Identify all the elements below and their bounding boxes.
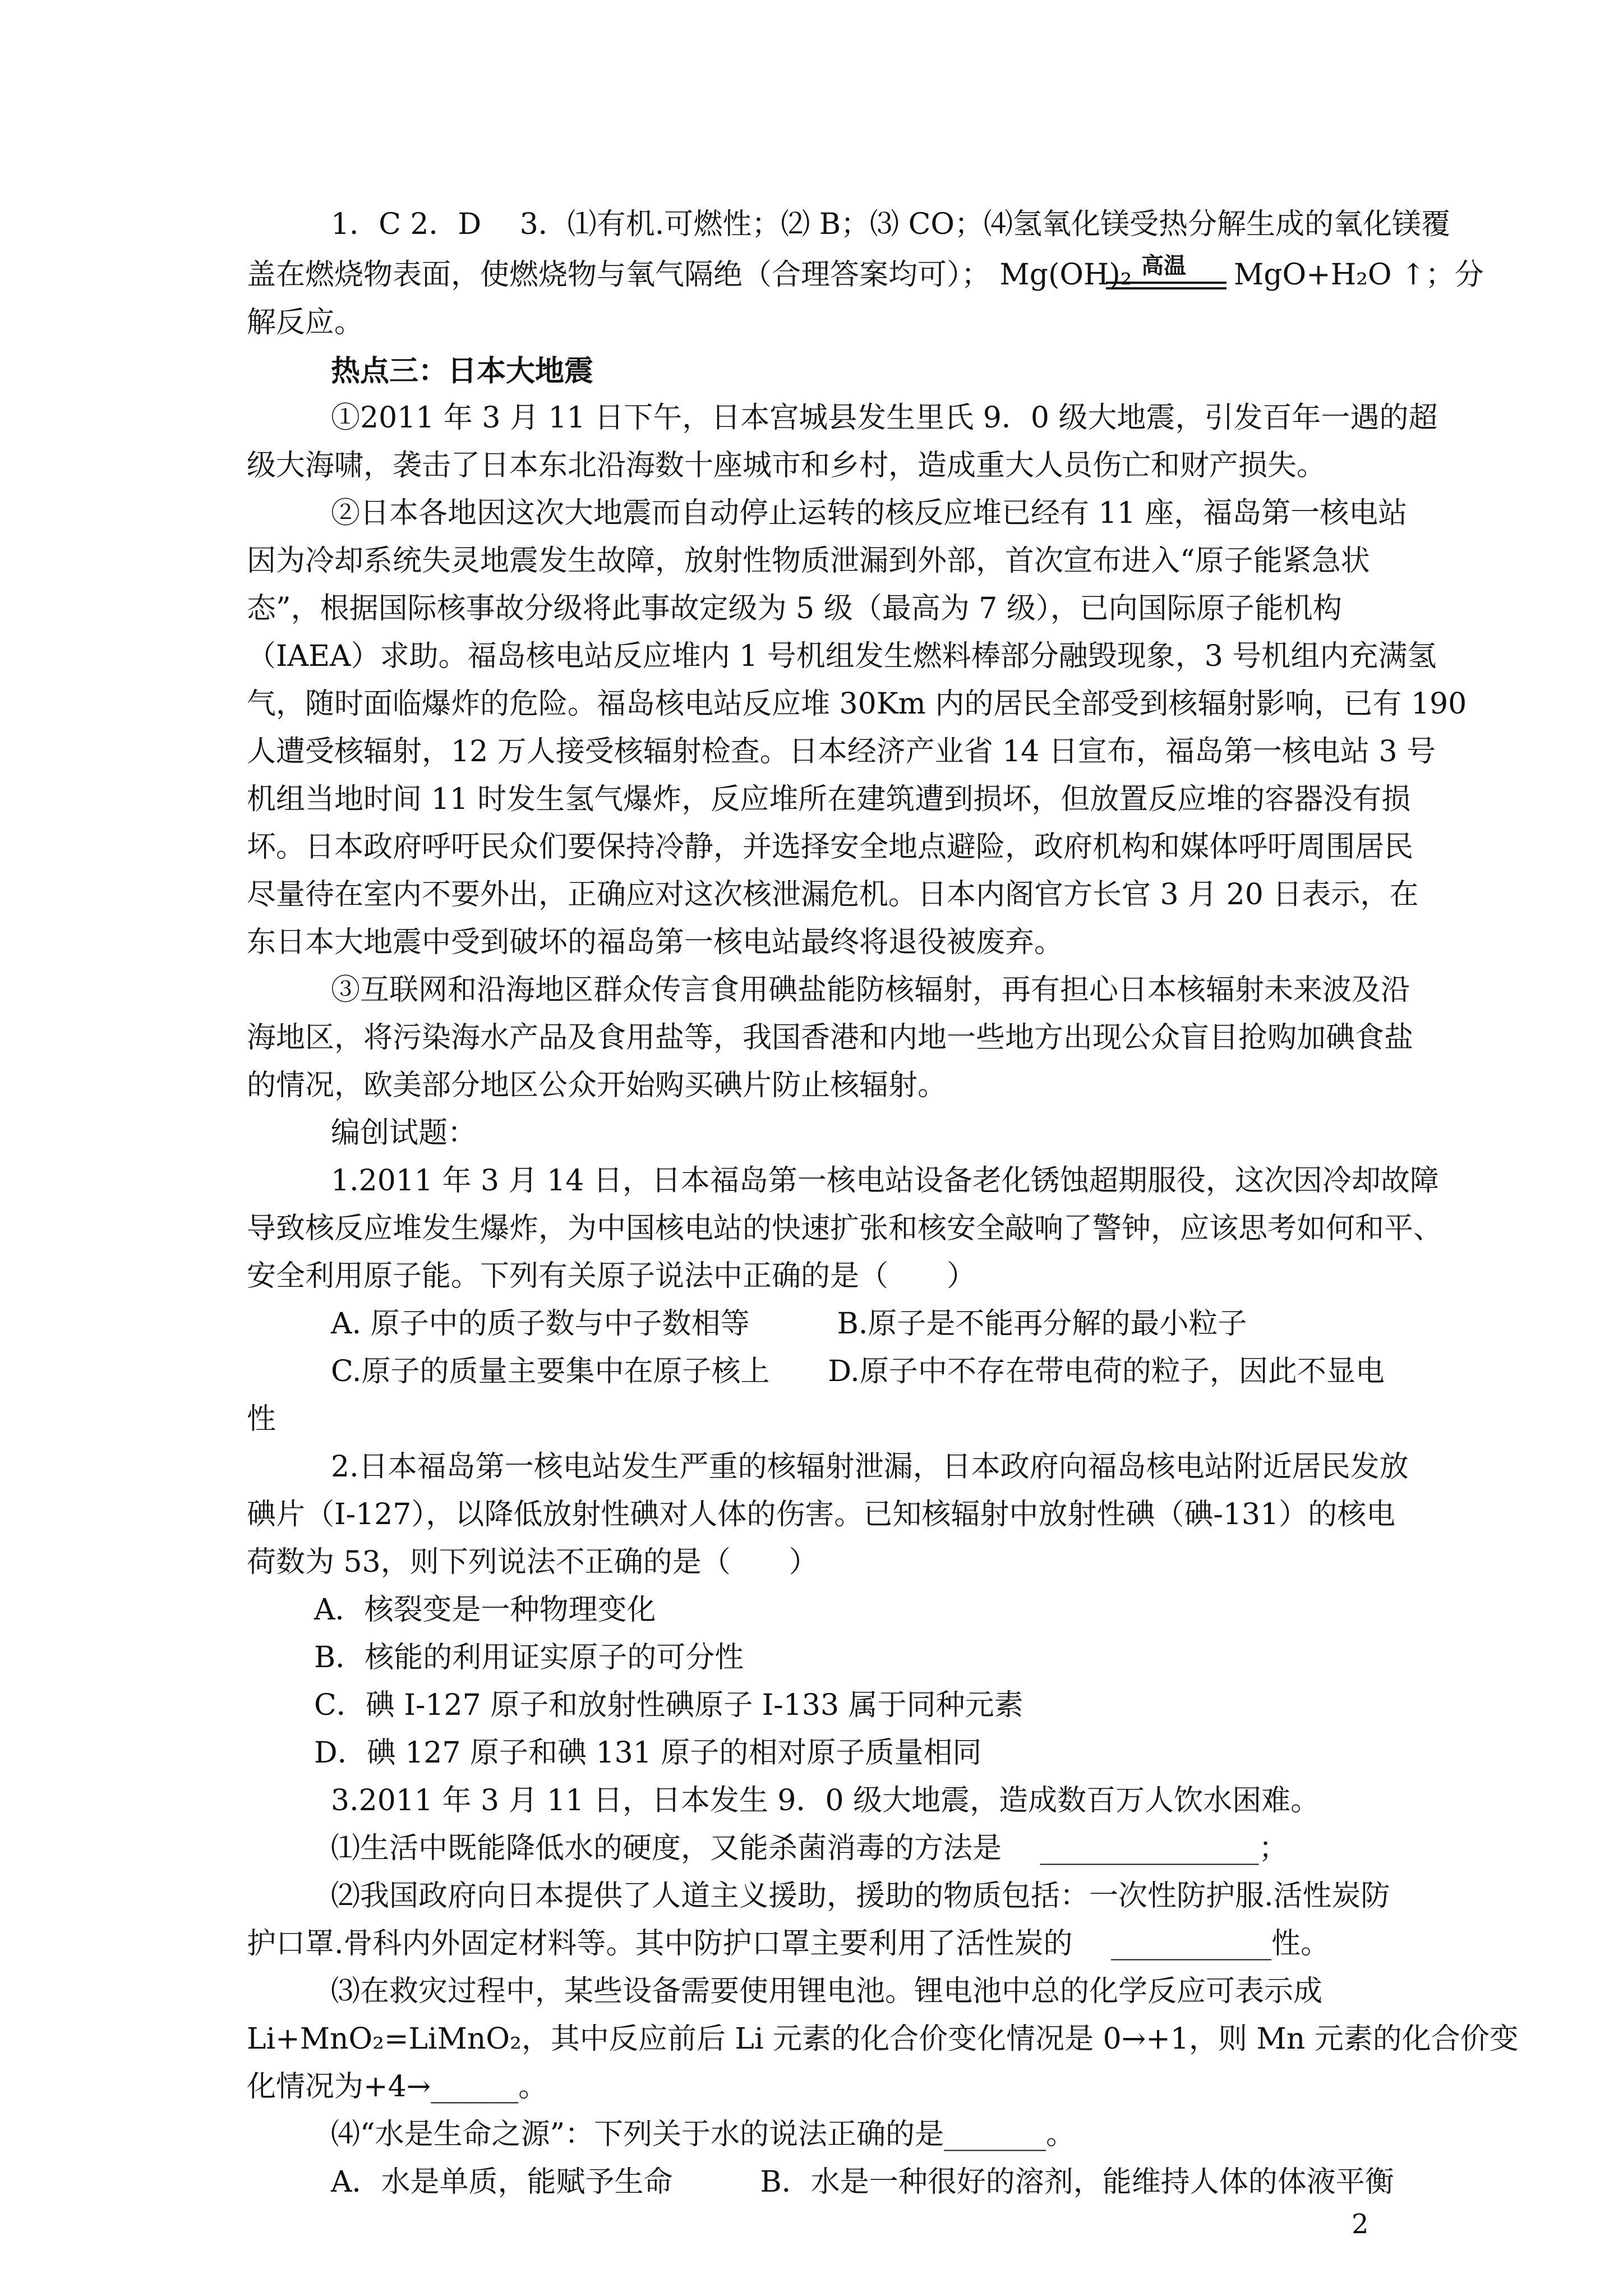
- question-3-sub-2: 护口罩.骨科内外固定材料等。其中防护口罩主要利用了活性炭的 ___________性。: [247, 1927, 1330, 1961]
- question-2-option: C．碘 I-127 原子和放射性碘原子 I-133 属于同种元素: [314, 1688, 1023, 1722]
- question-3-sub-2: ⑵我国政府向日本提供了人道主义援助，援助的物质包括：一次性防护服.活性炭防: [331, 1879, 1390, 1913]
- question-1-options: C.原子的质量主要集中在原子核上 D.原子中不存在带电荷的粒子，因此不显电: [331, 1355, 1385, 1388]
- answer-line-1: 1．C 2．D 3．⑴有机.可燃性；⑵ B；⑶ CO；⑷氢氧化镁受热分解生成的氧化镁覆: [331, 208, 1451, 241]
- paragraph-2-line: 机组当地时间 11 时发生氢气爆炸，反应堆所在建筑遭到损坏，但放置反应堆的容器没有损: [247, 783, 1411, 816]
- question-2-option: B．核能的利用证实原子的可分性: [314, 1641, 744, 1674]
- answer-line-2: [247, 252, 1387, 297]
- paragraph-2-line: 因为冷却系统失灵地震发生故障，放射性物质泄漏到外部，首次宣布进入“原子能紧急状: [247, 544, 1370, 578]
- paragraph-2-line: 人遭受核辐射，12 万人接受核辐射检查。日本经济产业省 14 日宣布，福岛第一核电站 3 号: [247, 735, 1436, 769]
- question-2-stem: 2.日本福岛第一核电站发生严重的核辐射泄漏，日本政府向福岛核电站附近居民发放: [331, 1450, 1409, 1484]
- answer-line-2-text: 盖在燃烧物表面，使燃烧物与氧气隔绝（合理答案均可）；: [247, 258, 991, 292]
- question-3-sub-4-options: A．水是单质，能赋予生命 B．水是一种很好的溶剂，能维持人体的体液平衡: [331, 2165, 1394, 2199]
- question-1-stem: 导致核反应堆发生爆炸，为中国核电站的快速扩张和核安全敲响了警钟，应该思考如何和平、: [247, 1212, 1443, 1245]
- page-number: 2: [1352, 2208, 1369, 2240]
- question-3-sub-3: ⑶在救灾过程中，某些设备需要使用锂电池。锂电池中总的化学反应可表示成: [331, 1975, 1323, 2008]
- paragraph-2-line: 坏。日本政府呼吁民众们要保持冷静，并选择安全地点避险，政府机构和媒体呼吁周围居民: [247, 830, 1414, 864]
- question-2-stem: 荷数为 53，则下列说法不正确的是（ ）: [247, 1545, 818, 1579]
- equation-bar-lower: [1106, 287, 1227, 289]
- paragraph-3-line: 的情况，欧美部分地区公众开始购买碘片防止核辐射。: [247, 1069, 947, 1102]
- paragraph-2-line: ②日本各地因这次大地震而自动停止运转的核反应堆已经有 11 座，福岛第一核电站: [331, 496, 1408, 530]
- reaction-condition: 高温: [1141, 252, 1186, 279]
- question-1-stem: 安全利用原子能。下列有关原子说法中正确的是（ ）: [247, 1259, 976, 1293]
- paragraph-3-line: 海地区，将污染海水产品及食用盐等，我国香港和内地一些地方出现公众盲目抢购加碘食盐: [247, 1021, 1414, 1055]
- paragraph-1-line: ①2011 年 3 月 11 日下午，日本宫城县发生里氏 9．0 级大地震，引发百年一遇的超: [331, 401, 1438, 435]
- question-1-stem: 1.2011 年 3 月 14 日，日本福岛第一核电站设备老化锈蚀超期服役，这次因冷却故障: [331, 1164, 1439, 1198]
- paragraph-3-line: ③互联网和沿海地区群众传言食用碘盐能防核辐射，再有担心日本核辐射未来波及沿: [331, 973, 1410, 1007]
- question-3-stem: 3.2011 年 3 月 11 日，日本发生 9．0 级大地震，造成数百万人饮水困难。: [331, 1784, 1320, 1818]
- question-3-sub-3: Li+MnO₂=LiMnO₂，其中反应前后 Li 元素的化合价变化情况是 0→+1，则 Mn 元素的化合价变: [247, 2022, 1519, 2056]
- paragraph-2-line: 气，随时面临爆炸的危险。福岛核电站反应堆 30Km 内的居民全部受到核辐射影响，已有 190: [247, 687, 1467, 721]
- question-2-option: A．核裂变是一种物理变化: [314, 1593, 656, 1627]
- paragraph-2-line: 东日本大地震中受到破坏的福岛第一核电站最终将退役被废弃。: [247, 926, 1064, 959]
- paragraph-2-line: 尽量待在室内不要外出，正确应对这次核泄漏危机。日本内阁官方长官 3 月 20 日表示，在: [247, 878, 1419, 912]
- subtitle: 编创试题：: [331, 1116, 477, 1150]
- answer-line-3: 解反应。: [247, 306, 364, 339]
- question-3-sub-1: ⑴生活中既能降低水的硬度，又能杀菌消毒的方法是 _______________；: [331, 1832, 1288, 1865]
- equation-products: MgO+H₂O ↑；分: [1234, 258, 1484, 292]
- equation-reactant: Mg(OH)₂: [999, 258, 1132, 292]
- question-1-options: A. 原子中的质子数与中子数相等 B.原子是不能再分解的最小粒子: [331, 1307, 1247, 1341]
- question-1-options: 性: [247, 1402, 276, 1436]
- equation-bar: [1106, 282, 1227, 284]
- paragraph-2-line: （IAEA）求助。福岛核电站反应堆内 1 号机组发生燃料棒部分融毁现象，3 号机组内充满氢: [247, 639, 1437, 673]
- question-2-option: D．碘 127 原子和碘 131 原子的相对原子质量相同: [314, 1736, 982, 1770]
- question-3-sub-3: 化情况为+4→______。: [247, 2070, 548, 2104]
- question-3-sub-4: ⑷“水是生命之源”：下列关于水的说法正确的是_______。: [331, 2118, 1076, 2151]
- paragraph-2-line: 态”，根据国际核事故分级将此事故定级为 5 级（最高为 7 级），已向国际原子能机构: [247, 592, 1342, 625]
- section-title: 热点三：日本大地震: [331, 354, 594, 388]
- paragraph-1-line: 级大海啸，袭击了日本东北沿海数十座城市和乡村，造成重大人员伤亡和财产损失。: [247, 449, 1326, 482]
- question-2-stem: 碘片（I-127），以降低放射性碘对人体的伤害。已知核辐射中放射性碘（碘-131）的核电: [247, 1498, 1396, 1531]
